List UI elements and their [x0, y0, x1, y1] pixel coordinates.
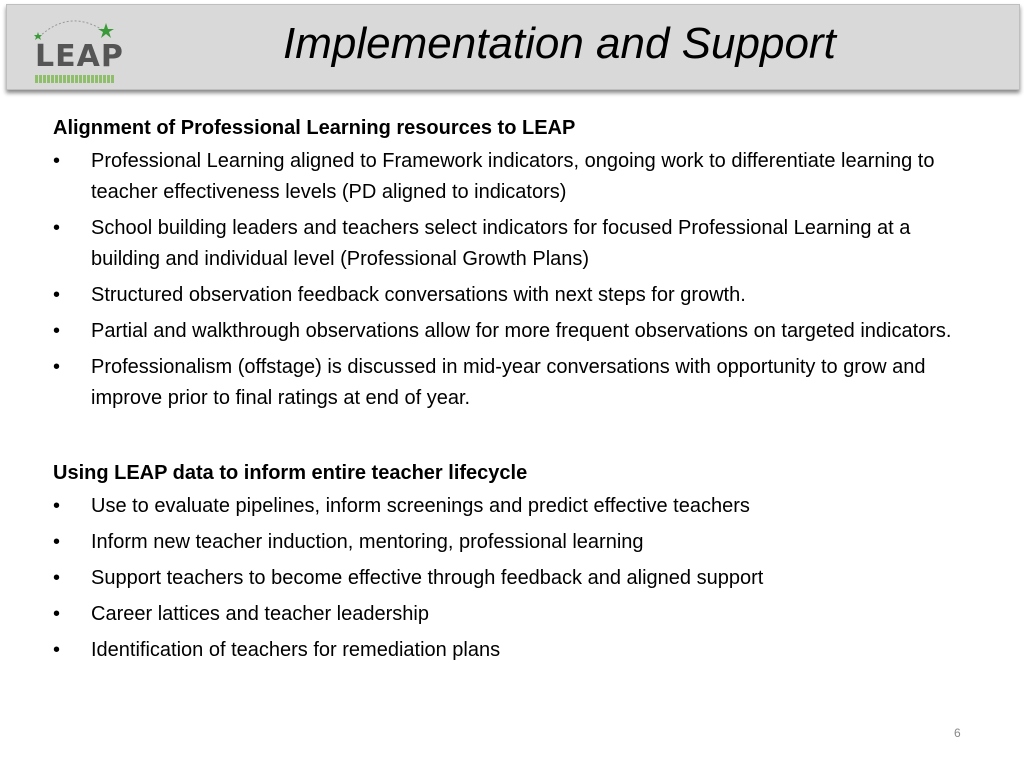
list-item: • Support teachers to become effective through feedback and aligned support: [53, 563, 973, 594]
list-item: • Use to evaluate pipelines, inform screenings and predict effective teachers: [53, 491, 973, 522]
list-item: • School building leaders and teachers select indicators for focused Professional Learning at a building and individual level (Professional Growth Plans): [53, 213, 973, 275]
list-item: • Identification of teachers for remediation plans: [53, 635, 973, 666]
list-item: • Career lattices and teacher leadership: [53, 599, 973, 630]
bullet-list: [53, 491, 973, 666]
section-heading: Using LEAP data to inform entire teacher lifecycle: [53, 462, 528, 484]
list-item: • Professional Learning aligned to Framework indicators, ongoing work to differentiate learning to teacher effectiveness levels (PD aligned to indicators): [53, 146, 973, 208]
logo-text: LEAP: [35, 39, 124, 74]
page-title: Implementation and Support: [283, 19, 836, 68]
list-item: • Partial and walkthrough observations allow for more frequent observations on targeted indicators.: [53, 316, 973, 347]
list-item: • Structured observation feedback conversations with next steps for growth.: [53, 280, 973, 311]
list-item: • Professionalism (offstage) is discussed in mid-year conversations with opportunity to grow and improve prior to final ratings at end of year.: [53, 352, 973, 414]
page-number: 6: [954, 726, 961, 740]
slide-body: [53, 110, 973, 671]
leap-logo: [29, 13, 124, 85]
bullet-list: [53, 146, 973, 414]
list-item: • Inform new teacher induction, mentoring, professional learning: [53, 527, 973, 558]
logo-tagline: [35, 75, 115, 83]
section-heading: Alignment of Professional Learning resources to LEAP: [53, 117, 576, 139]
slide-header: [6, 4, 1020, 90]
star-arc-icon: [29, 13, 119, 41]
